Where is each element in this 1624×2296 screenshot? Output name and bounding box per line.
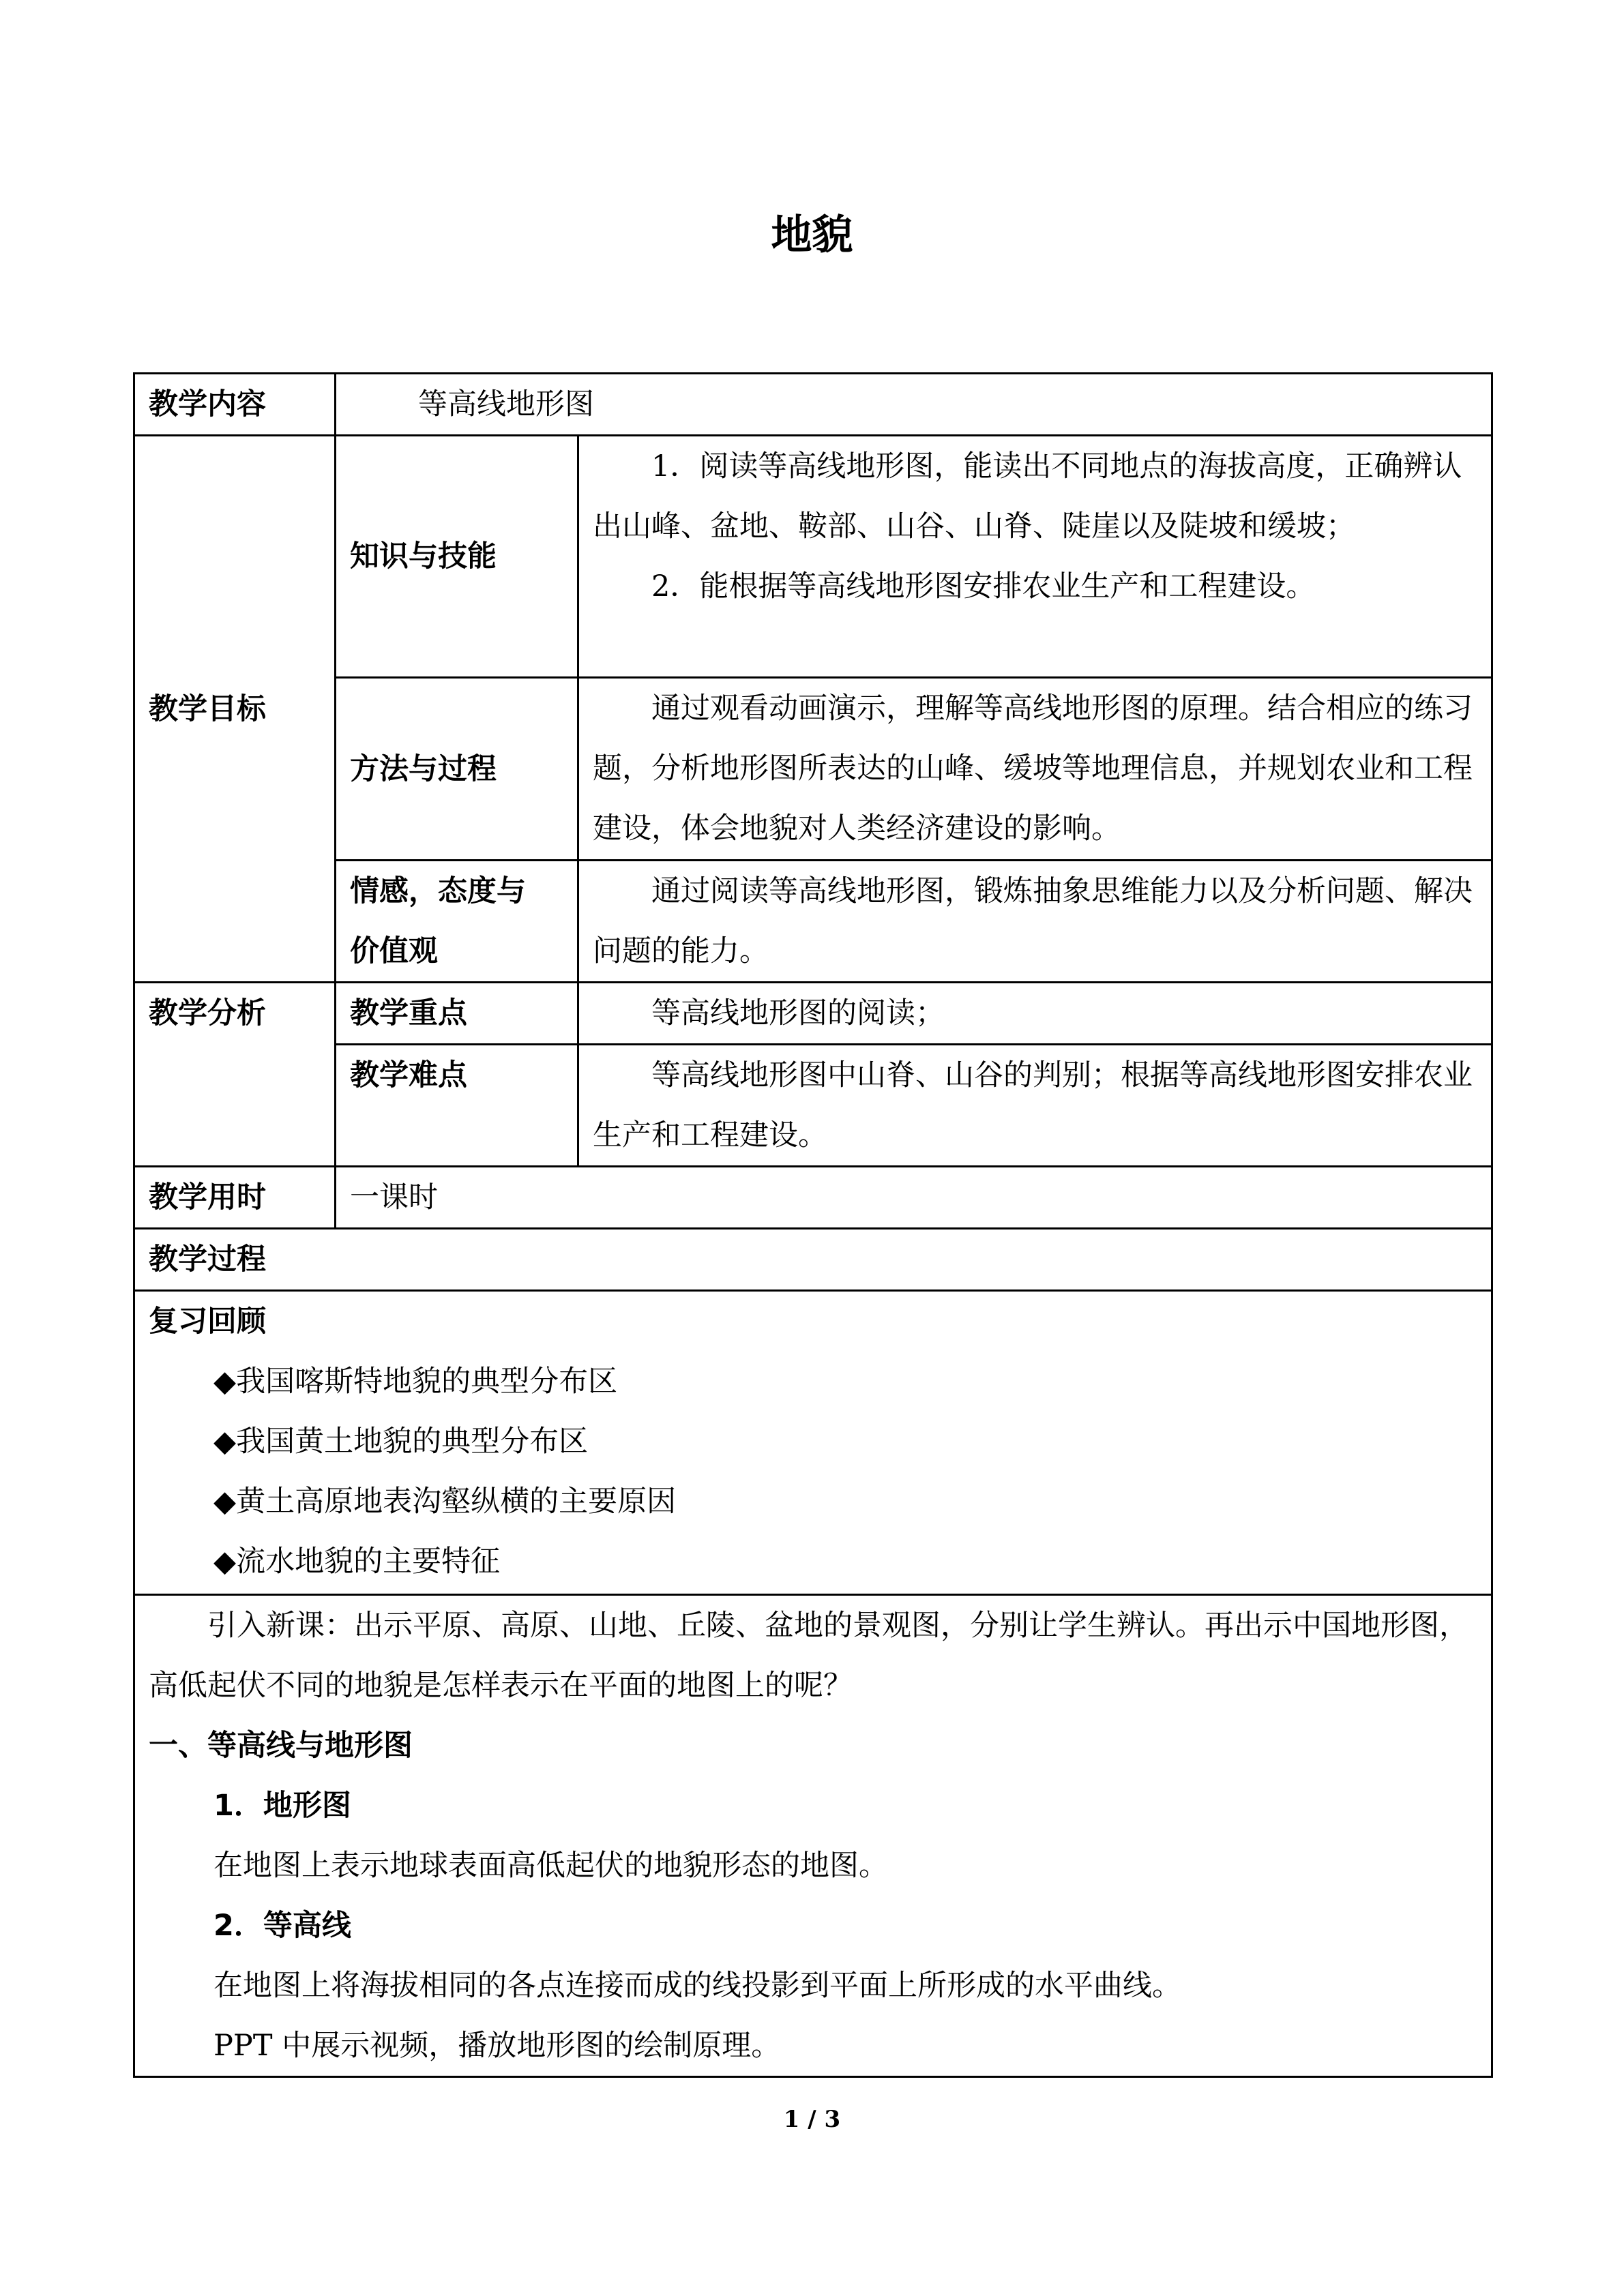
- knowledge-label: 知识与技能: [336, 436, 578, 678]
- difficult-text: [578, 1045, 1492, 1167]
- review-item-4: ◆流水地貌的主要特征: [213, 1545, 501, 1579]
- review-title: 复习回顾: [149, 1304, 266, 1339]
- sub-1-heading: 1．地形图: [213, 1789, 351, 1823]
- content-label: 教学内容: [134, 374, 336, 436]
- sub-1-text: 在地图上表示地球表面高低起伏的地貌形态的地图。: [213, 1849, 888, 1883]
- time-label: 教学用时: [134, 1167, 336, 1229]
- row-time: [134, 1167, 1492, 1229]
- row-analysis-key: [134, 983, 1492, 1045]
- row-lesson: [134, 1595, 1492, 2077]
- difficult-label: 教学难点: [336, 1045, 578, 1167]
- page-number: 1 / 3: [783, 2106, 841, 2133]
- emotion-text: [578, 861, 1492, 983]
- key-text: [578, 983, 1492, 1045]
- lesson-cell: [134, 1595, 1492, 2077]
- sub-2-text: 在地图上将海拔相同的各点连接而成的线投影到平面上所形成的水平曲线。: [213, 1969, 1181, 2003]
- process-label: 教学过程: [134, 1229, 1492, 1291]
- emotion-label-line2: 价值观: [350, 934, 438, 968]
- key-label: 教学重点: [336, 983, 578, 1045]
- sub-2-ppt-note: PPT 中展示视频，播放地形图的绘制原理。: [213, 2029, 781, 2063]
- sub-2-heading: 2．等高线: [213, 1909, 351, 1943]
- emotion-label-line1: 情感，态度与: [350, 874, 526, 908]
- lesson-intro: 引入新课：出示平原、高原、山地、丘陵、盆地的景观图，分别让学生辨认。再出示中国地形图，高低起伏不同的地貌是怎样表示在平面的地图上的呢？: [149, 1609, 1468, 1703]
- row-review: [134, 1291, 1492, 1595]
- content-value: 等高线地形图: [336, 374, 1492, 436]
- review-item-3: ◆黄土高原地表沟壑纵横的主要原因: [213, 1485, 677, 1519]
- analysis-label: 教学分析: [134, 983, 336, 1167]
- knowledge-p2: 2．能根据等高线地形图安排农业生产和工程建设。: [651, 569, 1316, 603]
- method-text: [578, 678, 1492, 861]
- row-content: [134, 374, 1492, 436]
- time-value: 一课时: [336, 1167, 1492, 1229]
- row-goals-emotion: [134, 861, 1492, 983]
- method-p1: 通过观看动画演示，理解等高线地形图的原理。结合相应的练习题，分析地形图所表达的山峰、缓坡等地理信息，并规划农业和工程建设，体会地貌对人类经济建设的影响。: [593, 691, 1473, 846]
- page-title: 地貌: [771, 211, 853, 259]
- review-item-1: ◆我国喀斯特地貌的典型分布区: [213, 1365, 618, 1399]
- section-1-heading: 一、等高线与地形图: [149, 1729, 413, 1763]
- review-cell: [134, 1291, 1492, 1595]
- knowledge-text: [578, 436, 1492, 678]
- emotion-p1: 通过阅读等高线地形图，锻炼抽象思维能力以及分析问题、解决问题的能力。: [593, 874, 1473, 968]
- emotion-label: [336, 861, 578, 983]
- review-item-2: ◆我国黄土地貌的典型分布区: [213, 1425, 589, 1459]
- goals-label: 教学目标: [134, 436, 336, 983]
- lesson-plan-table: [133, 372, 1493, 2078]
- row-analysis-difficult: [134, 1045, 1492, 1167]
- row-process: [134, 1229, 1492, 1291]
- difficult-value: 等高线地形图中山脊、山谷的判别；根据等高线地形图安排农业生产和工程建设。: [593, 1058, 1473, 1152]
- row-goals-knowledge: [134, 436, 1492, 678]
- knowledge-p1: 1．阅读等高线地形图，能读出不同地点的海拔高度，正确辨认出山峰、盆地、鞍部、山谷、山脊、陡崖以及陡坡和缓坡；: [593, 449, 1462, 543]
- row-goals-method: [134, 678, 1492, 861]
- key-value: 等高线地形图的阅读；: [651, 996, 945, 1030]
- method-label: 方法与过程: [336, 678, 578, 861]
